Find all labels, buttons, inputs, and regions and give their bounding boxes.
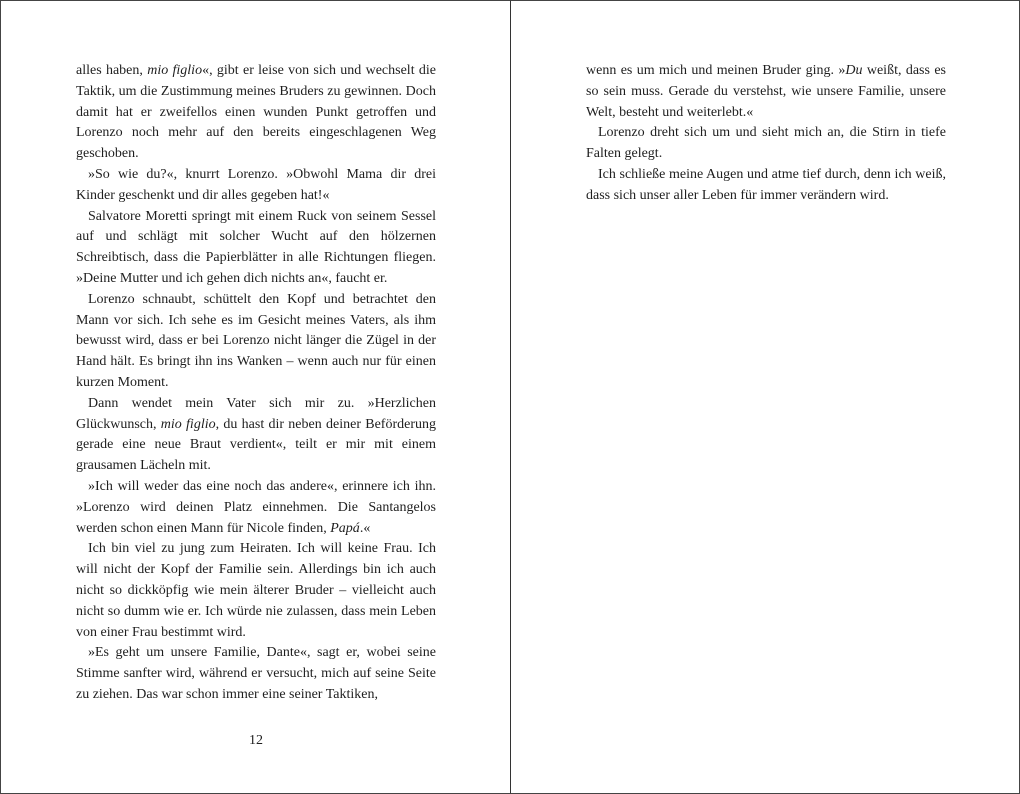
text-segment: »Es geht um unsere Familie, Dante«, sagt er, wobei seine Stimme sanfter wird, während er versucht, mich auf seine Seite zu ziehen. Das war schon immer eine seiner Taktiken, bbox=[76, 645, 436, 702]
left-page-text bbox=[76, 61, 436, 706]
italic-text: mio figlio bbox=[160, 416, 216, 432]
text-segment: , du hast dir neben deiner Beförderung gerade eine neue Braut verdient«, teilt er mir mit einem grausamen Lächeln mit. bbox=[76, 416, 437, 474]
italic-text: Papá bbox=[330, 520, 360, 536]
paragraph bbox=[76, 290, 436, 394]
paragraph bbox=[586, 165, 946, 207]
paragraph bbox=[76, 477, 436, 539]
text-segment: «, gibt er leise von sich und wechselt die Taktik, um die Zustimmung meines Bruders zu gewinnen. Doch damit hat er zweifellos einen wunden Punkt getroffen und Lorenzo noch mehr auf den bereits eingeschlagenen Weg geschoben. bbox=[76, 63, 436, 162]
paragraph bbox=[586, 123, 946, 165]
text-segment: »Ich will weder das eine noch das andere«, erinnere ich ihn. »Lorenzo wird deinen Platz einnehmen. Die Santangelos werden schon einen Mann für Nicole finden, bbox=[76, 478, 436, 536]
text-segment: .« bbox=[359, 520, 371, 536]
paragraph bbox=[76, 165, 436, 207]
text-segment: Ich bin viel zu jung zum Heiraten. Ich will keine Frau. Ich will nicht der Kopf der Familie sein. Allerdings bin ich auch nicht so dickköpfig wie mein älterer Bruder – vielleicht auch nicht so dumm wie er. Ich würde nie zulassen, dass mein Leben von einer Frau bestimmt wird. bbox=[76, 541, 436, 640]
italic-text: mio figlio bbox=[147, 63, 203, 78]
paragraph bbox=[76, 207, 436, 290]
page-number: 12 bbox=[249, 733, 263, 748]
paragraph bbox=[76, 394, 436, 477]
text-segment: Lorenzo schnaubt, schüttelt den Kopf und betrachtet den Mann vor sich. Ich sehe es im Gesicht meines Vaters, als ihm bewusst wird, dass er bei Lorenzo nicht länger die Zügel in der Hand hält. Es bringt ihn ins Wanken – wenn auch nur für einen kurzen Moment. bbox=[76, 291, 436, 390]
text-segment: weißt, dass es so sein muss. Gerade du verstehst, wie unsere Familie, unsere Welt, besteht und weiterlebt.« bbox=[586, 63, 946, 120]
text-segment: wenn es um mich und meinen Bruder ging. » bbox=[586, 63, 846, 78]
paragraph bbox=[586, 61, 946, 123]
paragraph bbox=[76, 643, 436, 705]
text-segment: Salvatore Moretti springt mit einem Ruck von seinem Sessel auf und schlägt mit solcher Wucht auf den hölzernen Schreibtisch, dass die Papierblätter in alle Richtungen fliegen. »Deine Mutter und ich gehen dich nichts an«, faucht er. bbox=[76, 208, 436, 286]
right-page-text bbox=[586, 61, 946, 207]
text-segment: Lorenzo dreht sich um und sieht mich an, die Stirn in tiefe Falten gelegt. bbox=[586, 125, 946, 162]
right-page bbox=[510, 0, 1020, 794]
text-segment: alles haben, bbox=[76, 63, 148, 78]
paragraph bbox=[76, 539, 436, 643]
text-segment: Ich schließe meine Augen und atme tief durch, denn ich weiß, dass sich unser aller Leben für immer verändern wird. bbox=[586, 166, 946, 203]
text-segment: »So wie du?«, knurrt Lorenzo. »Obwohl Mama dir drei Kinder geschenkt und dir alles gegeben hat!« bbox=[76, 166, 436, 203]
paragraph bbox=[76, 61, 436, 165]
text-segment: Dann wendet mein Vater sich mir zu. »Herzlichen Glückwunsch, bbox=[76, 395, 436, 432]
italic-text: Du bbox=[845, 63, 863, 78]
